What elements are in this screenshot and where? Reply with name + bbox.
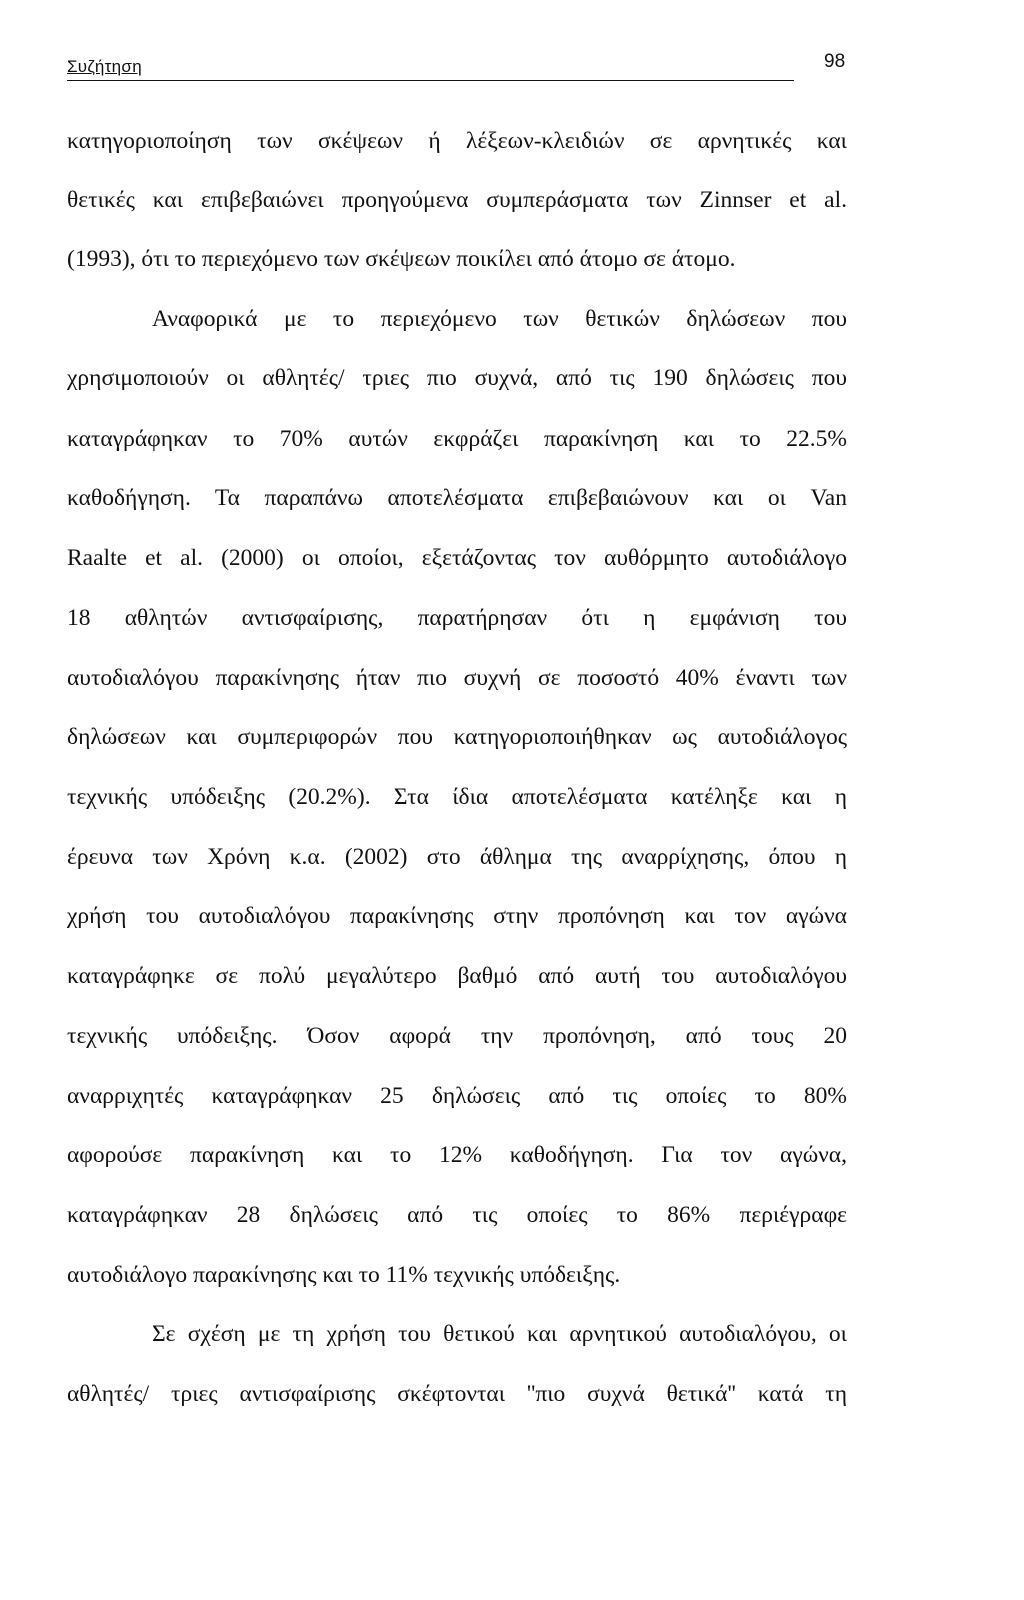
text-line: καταγράφηκε σε πολύ μεγαλύτερο βαθμό από αυτή του αυτοδιαλόγου [67,963,847,989]
text-line: χρησιμοποιούν οι αθλητές/ τριες πιο συχνά, από τις 190 δηλώσεις που [67,365,847,391]
text-line: Raalte et al. (2000) οι οποίοι, εξετάζοντας τον αυθόρμητο αυτοδιάλογο [67,545,847,571]
text-line: αθλητές/ τριες αντισφαίρισης σκέφτονται ''πιο συχνά θετικά'' κατά τη [67,1381,847,1407]
text-line: τεχνικής υπόδειξης. Όσον αφορά την προπόνηση, από τους 20 [67,1023,847,1049]
text-line: καθοδήγηση. Τα παραπάνω αποτελέσματα επιβεβαιώνουν και οι Van [67,485,847,511]
text-line: αφορούσε παρακίνηση και το 12% καθοδήγηση. Για τον αγώνα, [67,1142,847,1168]
text-line: καταγράφηκαν 28 δηλώσεις από τις οποίες το 86% περιέγραφε [67,1202,847,1228]
text-line: αναρριχητές καταγράφηκαν 25 δηλώσεις από τις οποίες το 80% [67,1083,847,1109]
text-line: καταγράφηκαν το 70% αυτών εκφράζει παρακίνηση και το 22.5% [67,426,847,452]
text-line: κατηγοριοποίηση των σκέψεων ή λέξεων-κλειδιών σε αρνητικές και [67,128,847,154]
text-line: (1993), ότι το περιεχόμενο των σκέψεων ποικίλει από άτομο σε άτομο. [67,246,736,272]
text-line: Σε σχέση με τη χρήση του θετικού και αρνητικού αυτοδιαλόγου, οι [152,1321,847,1347]
text-line: αυτοδιαλόγου παρακίνησης ήταν πιο συχνή σε ποσοστό 40% έναντι των [67,665,847,691]
page-number: 98 [824,51,846,72]
text-line: δηλώσεων και συμπεριφορών που κατηγοριοποιήθηκαν ως αυτοδιάλογος [67,724,847,750]
text-line: χρήση του αυτοδιαλόγου παρακίνησης στην προπόνηση και τον αγώνα [67,903,847,929]
text-line: αυτοδιάλογο παρακίνησης και το 11% τεχνικής υπόδειξης. [67,1262,621,1288]
text-line: έρευνα των Χρόνη κ.α. (2002) στο άθλημα της αναρρίχησης, όπου η [67,844,847,870]
header-rule [67,80,794,81]
text-line: Αναφορικά με το περιεχόμενο των θετικών δηλώσεων που [152,306,847,332]
text-line: 18 αθλητών αντισφαίρισης, παρατήρησαν ότι η εμφάνιση του [67,605,847,631]
section-title: Συζήτηση [67,57,142,76]
text-line: τεχνικής υπόδειξης (20.2%). Στα ίδια αποτελέσματα κατέληξε και η [67,784,847,810]
text-line: θετικές και επιβεβαιώνει προηγούμενα συμπεράσματα των Zinnser et al. [67,187,847,213]
